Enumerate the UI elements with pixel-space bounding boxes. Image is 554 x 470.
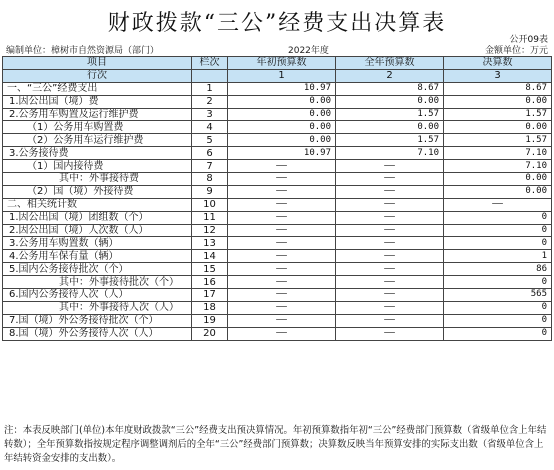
row-col-no: 8	[192, 173, 228, 186]
row-budget: ——	[228, 250, 336, 263]
table-header-row	[3, 57, 552, 70]
row-col-no: 6	[192, 147, 228, 160]
row-full-year: ——	[336, 173, 444, 186]
row-budget: ——	[228, 173, 336, 186]
row-full-year: ——	[336, 224, 444, 237]
row-col-no: 17	[192, 289, 228, 302]
table-row	[3, 211, 552, 224]
row-final: 0.00	[444, 121, 552, 134]
row-final: 1	[444, 250, 552, 263]
row-budget: ——	[228, 237, 336, 250]
table-row	[3, 224, 552, 237]
row-budget: ——	[228, 263, 336, 276]
row-col-no: 9	[192, 185, 228, 198]
row-item: 二、相关统计数	[3, 198, 192, 211]
row-col-no: 1	[192, 82, 228, 95]
table-row	[3, 185, 552, 198]
table-row	[3, 173, 552, 186]
row-final: 0	[444, 327, 552, 340]
row-final: 86	[444, 263, 552, 276]
row-budget: 10.97	[228, 82, 336, 95]
row-col-no: 11	[192, 211, 228, 224]
table-row	[3, 263, 552, 276]
row-budget: 0.00	[228, 121, 336, 134]
table-row	[3, 160, 552, 173]
row-item: 4.公务用车保有量（辆）	[3, 250, 192, 263]
row-full-year: ——	[336, 314, 444, 327]
row-budget: 0.00	[228, 95, 336, 108]
row-budget: ——	[228, 224, 336, 237]
index-full-year: 2	[336, 69, 444, 82]
row-final: 0.00	[444, 173, 552, 186]
row-full-year: ——	[336, 301, 444, 314]
row-col-no: 13	[192, 237, 228, 250]
row-full-year: ——	[336, 263, 444, 276]
row-col-no: 4	[192, 121, 228, 134]
money-unit: 金额单位：万元	[484, 46, 548, 56]
report-title: 财政拨款“三公”经费支出决算表	[107, 11, 447, 36]
row-col-no: 18	[192, 301, 228, 314]
row-final: 0	[444, 211, 552, 224]
row-item: （1）公务用车购置费	[3, 121, 192, 134]
table-row	[3, 250, 552, 263]
row-budget: 0.00	[228, 134, 336, 147]
report-year: 2022年度	[288, 46, 329, 56]
row-item: 8.国（境）外公务接待人次（人）	[3, 327, 192, 340]
table-row	[3, 108, 552, 121]
header-budget: 年初预算数	[228, 57, 336, 70]
table-row	[3, 134, 552, 147]
row-col-no: 14	[192, 250, 228, 263]
table-row	[3, 314, 552, 327]
row-col-no: 2	[192, 95, 228, 108]
row-final: 0	[444, 314, 552, 327]
row-final: 1.57	[444, 134, 552, 147]
row-full-year: ——	[336, 250, 444, 263]
row-final: 7.10	[444, 147, 552, 160]
row-budget: ——	[228, 198, 336, 211]
table-row	[3, 95, 552, 108]
row-final: ——	[444, 198, 552, 211]
index-item: 行次	[3, 69, 192, 82]
row-final: 0	[444, 224, 552, 237]
expense-table	[2, 56, 552, 341]
row-item: 1.因公出国（境）团组数（个）	[3, 211, 192, 224]
index-col-no	[192, 69, 228, 82]
row-final: 0.00	[444, 95, 552, 108]
table-row	[3, 276, 552, 289]
row-final: 7.10	[444, 160, 552, 173]
row-item: 其中：外事接待人次（人）	[3, 301, 192, 314]
row-col-no: 12	[192, 224, 228, 237]
row-full-year: ——	[336, 211, 444, 224]
row-full-year: ——	[336, 289, 444, 302]
row-item: 1.因公出国（境）费	[3, 95, 192, 108]
row-final: 0	[444, 301, 552, 314]
header-col-no: 栏次	[192, 57, 228, 70]
header-final: 决算数	[444, 57, 552, 70]
row-full-year: 1.57	[336, 134, 444, 147]
form-number: 公开09表	[509, 35, 548, 45]
row-budget: ——	[228, 211, 336, 224]
table-row	[3, 147, 552, 160]
row-col-no: 7	[192, 160, 228, 173]
table-row	[3, 198, 552, 211]
row-full-year: ——	[336, 185, 444, 198]
row-item: 6.国内公务接待人次（人）	[3, 289, 192, 302]
row-final: 1.57	[444, 108, 552, 121]
table-row	[3, 121, 552, 134]
row-full-year: 8.67	[336, 82, 444, 95]
row-final: 565	[444, 289, 552, 302]
row-budget: 10.97	[228, 147, 336, 160]
row-item: 3.公务用车购置数（辆）	[3, 237, 192, 250]
table-row	[3, 289, 552, 302]
row-full-year: ——	[336, 276, 444, 289]
row-item: 其中：外事接待批次（个）	[3, 276, 192, 289]
row-budget: ——	[228, 276, 336, 289]
row-full-year: 1.57	[336, 108, 444, 121]
row-col-no: 20	[192, 327, 228, 340]
header-full-year: 全年预算数	[336, 57, 444, 70]
row-full-year: 0.00	[336, 121, 444, 134]
table-row	[3, 237, 552, 250]
table-row	[3, 82, 552, 95]
row-col-no: 10	[192, 198, 228, 211]
row-budget: ——	[228, 327, 336, 340]
row-final: 0	[444, 237, 552, 250]
row-col-no: 3	[192, 108, 228, 121]
row-full-year: ——	[336, 198, 444, 211]
row-item: 7.国（境）外公务接待批次（个）	[3, 314, 192, 327]
row-full-year: 0.00	[336, 95, 444, 108]
row-col-no: 19	[192, 314, 228, 327]
row-item: （2）国（境）外接待费	[3, 185, 192, 198]
table-index-row	[3, 69, 552, 82]
row-budget: ——	[228, 185, 336, 198]
footnote: 注：本表反映部门(单位)本年度财政拨款“三公”经费支出预决算情况。年初预算数指年初“三公”经费部门预算数（省级单位含上年结转数）；全年预算数指按规定程序调整调剂后的全年“三公”经费部门预算数；决算数反映当年预算安排的实际支出数（省级单位含上年结转资金安排的支出数）。	[4, 425, 547, 464]
row-final: 0.00	[444, 185, 552, 198]
row-budget: ——	[228, 301, 336, 314]
row-final: 8.67	[444, 82, 552, 95]
index-final: 3	[444, 69, 552, 82]
row-item: 2.公务用车购置及运行维护费	[3, 108, 192, 121]
row-full-year: ——	[336, 327, 444, 340]
table-row	[3, 301, 552, 314]
row-col-no: 16	[192, 276, 228, 289]
row-budget: 0.00	[228, 108, 336, 121]
row-col-no: 5	[192, 134, 228, 147]
row-full-year: ——	[336, 237, 444, 250]
row-final: 0	[444, 276, 552, 289]
row-col-no: 15	[192, 263, 228, 276]
row-full-year: 7.10	[336, 147, 444, 160]
table-row	[3, 327, 552, 340]
index-budget: 1	[228, 69, 336, 82]
row-budget: ——	[228, 289, 336, 302]
row-item: 2.因公出国（境）人次数（人）	[3, 224, 192, 237]
unit-organization: 编制单位：樟树市自然资源局（部门）	[6, 46, 160, 56]
row-full-year: ——	[336, 160, 444, 173]
row-item: 5.国内公务接待批次（个）	[3, 263, 192, 276]
header-item: 项目	[3, 57, 192, 70]
row-item: 3.公务接待费	[3, 147, 192, 160]
row-item: （2）公务用车运行维护费	[3, 134, 192, 147]
row-budget: ——	[228, 314, 336, 327]
row-item: 一、“三公”经费支出	[3, 82, 192, 95]
row-budget: ——	[228, 160, 336, 173]
row-item: （1）国内接待费	[3, 160, 192, 173]
row-item: 其中：外事接待费	[3, 173, 192, 186]
